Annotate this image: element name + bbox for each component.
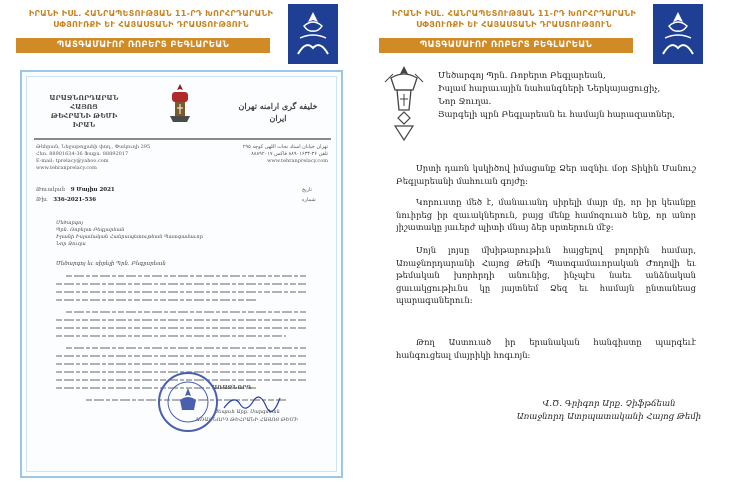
recipient-line2: Պրն. Ռոբերտ Բեգլարեան bbox=[56, 227, 125, 233]
parliament-logo-icon bbox=[288, 4, 338, 64]
right-signature-title: Առաջնորդ Ատրպատականի Հայոց Թեմի bbox=[516, 412, 702, 422]
date-value: 9 Մայիս 2021 bbox=[70, 187, 115, 193]
right-address-line2: Իսլամ հարաւային նահանգների Ներկայացուցիչ, bbox=[438, 84, 661, 94]
right-address-line3: Նոր Ջուղա. bbox=[438, 97, 492, 107]
org-name-line3: ԻՐԱՆ bbox=[72, 121, 96, 129]
letter-address bbox=[36, 144, 176, 172]
recipient-line3: Իրանի Իսլամական Հանրապետութեան Պատգամաւոր bbox=[56, 234, 203, 240]
header-title-right-line2: ՍՓՅՈՒՌՔԻ ԵՒ ՀԱՅԱՍՏԱՆԻ ԴՐԱՍՏՈՒԹՅՈՒՆ bbox=[416, 20, 612, 29]
address-line2: Հեռ. 88901634-36 Ֆաքս. 88892017 bbox=[36, 151, 129, 157]
right-address-line1: Մեծարգոյ Պրն. Ռոբերտ Բեգլարեան, bbox=[438, 71, 606, 81]
number-label: Թիւ bbox=[36, 197, 48, 203]
signature-title: ԱՌԱՋՆՈՐԴ ԹԵՀՐԱՆԻ ՀԱՅՈՑ ԹԵՄԻ bbox=[196, 417, 298, 423]
org-name-line2: ԹԵՀՐԱՆԻ ԹԵՄԻ bbox=[50, 112, 118, 120]
header-title bbox=[16, 8, 286, 30]
org-name-line1: ԱՐԱՋՆՈՐԴԱՐԱՆ ՀԱՅՈՑ bbox=[49, 94, 119, 111]
handwritten-signature bbox=[222, 390, 282, 414]
number-value: 336-2021-536 bbox=[53, 197, 97, 203]
header-title-line1: ԻՐԱՆԻ ԻՍԼ. ՀԱՆՐԱՊԵՏՈՒԹՅԱՆ 11-ՐԴ ԽՈՐՀՐԴԱՐԱՆԻ bbox=[28, 9, 274, 18]
letter-closing: ԱՌԱՋՆՈՐԴ bbox=[212, 385, 252, 391]
header-bar: ՊԱՏԳԱՄԱՒՈՐ ՌՈԲԵՐՏ ԲԵԳԼԱՐԵԱՆ bbox=[16, 38, 270, 53]
prelacy-letter bbox=[20, 70, 343, 478]
address-fa-line2: تلفن ۳۶-۸۸۹۰۱۶۳۴ فاکس ۸۸۸۹۲۰۱۷ bbox=[251, 151, 328, 157]
right-letter-para4: Թող Աստուած իր երանական հանգիստը պարգեւէ հանգուցեալ մայրիկի հոգւոյն: bbox=[396, 337, 696, 360]
header-bar-right: ՊԱՏԳԱՄԱՒՈՐ ՌՈԲԵՐՏ ԲԵԳԼԱՐԵԱՆ bbox=[379, 38, 633, 53]
letter-org-name bbox=[36, 94, 132, 130]
number-fa-label: شماره bbox=[302, 197, 316, 203]
address-line3: E-mail: tprelacy@yahoo.com bbox=[36, 158, 109, 164]
org-name-fa-line2: ایران bbox=[269, 113, 287, 123]
right-signature-name: Վ․Ծ․ Գրիգոր Արք. Չիֆթճեան bbox=[542, 399, 676, 409]
letter-date bbox=[36, 186, 115, 194]
letter-number bbox=[36, 196, 96, 204]
header-title-right bbox=[379, 8, 649, 30]
address-fa-line3: www.tehranprelacy.com bbox=[267, 158, 328, 164]
right-letter-para2: Կորուստը մեծ է, մանաւանդ սիրելի մայր մը, որ իր կեանքը նուիրեց իր զաւակներուն, բայց մենք համոզուած ենք, որ անոր յիշատակը յաւերժ պիտի մնայ ձեր սրտերուն մէջ: bbox=[396, 197, 696, 233]
right-letter-address bbox=[438, 70, 728, 122]
letter-header-divider bbox=[34, 138, 331, 140]
address-line4: www.tehranprelacy.com bbox=[36, 165, 97, 171]
org-name-fa-line1: خلیفه گری ارامنه تهران bbox=[238, 101, 318, 111]
letter-org-name-fa bbox=[228, 100, 328, 124]
prelacy-crest-icon bbox=[164, 82, 196, 124]
header-title-line2: ՍՓՅՈՒՌՔԻ ԵՒ ՀԱՅԱՍՏԱՆԻ ԴՐԱՍՏՈՒԹՅՈՒՆ bbox=[53, 20, 249, 29]
address-line1: Թեհրան, Նեջաթոլլահի փող., Փակուղի 295 bbox=[36, 144, 151, 150]
right-address-line4: Յարգելի պրն Բեգլարեան եւ համայն հարազատներ, bbox=[438, 110, 675, 120]
letter-recipient bbox=[56, 220, 276, 248]
letter-address-fa bbox=[192, 144, 328, 165]
date-fa-label: تاریخ bbox=[302, 187, 312, 193]
signature-name: Սեպուհ Արք. Սարգսեան bbox=[214, 409, 280, 415]
right-letter-para1: Սրտի դառն կսկիծով իմացանք Ձեր ազնիւ մօր Տիկին Մանուշ Բեգլարեանի մահուան գոյժը: bbox=[396, 163, 696, 186]
recipient-line1: Մեծարգոյ bbox=[56, 220, 83, 226]
prelacy-seal bbox=[158, 372, 218, 432]
recipient-line4: Նոր Ջուղա bbox=[56, 241, 86, 247]
date-label: Թուական bbox=[36, 187, 65, 193]
parliament-logo-icon bbox=[653, 4, 703, 64]
right-letter-para3: Սոյն լոյսը մխիթարութիւն հայցելով բոլորին համար, Առաջնորդարանի Հայոց Թեմի Պատգամաւորական Ժողովի եւ թեմական խորհրդի անունից, ինչպէս նաեւ անձնական ցաւակցութիւնս կը յայտնեմ Ձեզ եւ համայն ընտանեաց պարագաներուն: bbox=[396, 245, 696, 306]
right-letter-signature bbox=[504, 398, 714, 424]
church-emblem-icon bbox=[383, 64, 425, 144]
address-fa-line1: تهران خیابان استاد نجات اللهی کوچه ۲۹۵ bbox=[242, 144, 328, 150]
letter-salutation: Մեծարգոյ եւ սիրելի Պրն. Բեգլարեան bbox=[56, 261, 166, 267]
header-title-right-line1: ԻՐԱՆԻ ԻՍԼ. ՀԱՆՐԱՊԵՏՈՒԹՅԱՆ 11-ՐԴ ԽՈՐՀՐԴԱՐԱՆԻ bbox=[391, 9, 637, 18]
